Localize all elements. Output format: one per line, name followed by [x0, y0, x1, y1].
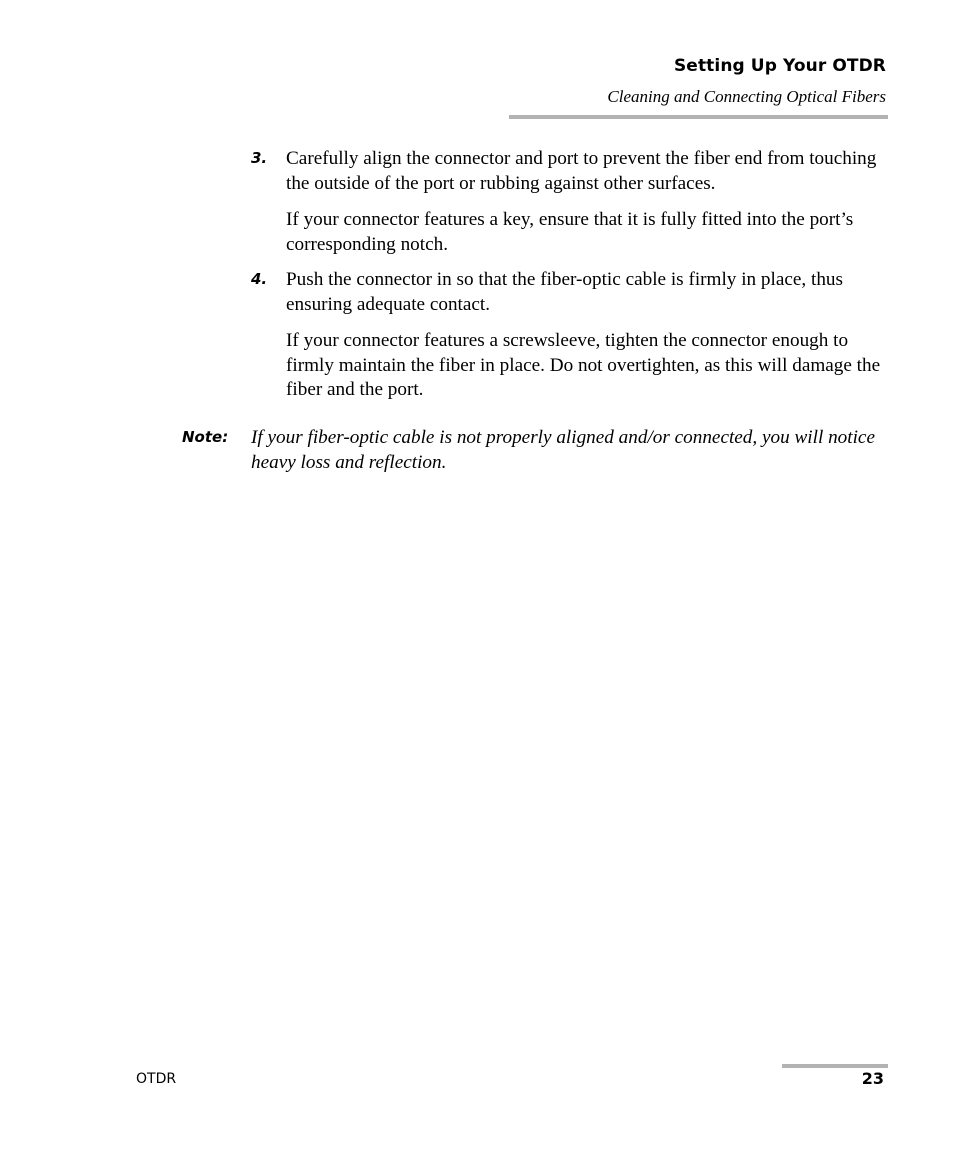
section-title: Cleaning and Connecting Optical Fibers [607, 87, 886, 106]
footer-divider [782, 1064, 888, 1068]
note-text: If your fiber-optic cable is not properly aligned and/or connected, you will notice heavy loss and reflection. [251, 427, 875, 473]
step-paragraph: If your connector features a screwsleeve, tighten the connector enough to firmly maintain the fiber in place. Do not overtighten, as this will damage the fiber and the port. [286, 330, 881, 400]
step-number: 4. [251, 270, 268, 288]
step-paragraph: If your connector features a key, ensure that it is fully fitted into the port’s corresponding notch. [286, 209, 854, 255]
footer-product-name: OTDR [136, 1071, 177, 1087]
page-number: 23 [861, 1069, 884, 1088]
step-number: 3. [251, 149, 268, 167]
header-divider [509, 115, 888, 119]
note-label: Note: [182, 428, 229, 446]
step-paragraph: Push the connector in so that the fiber-optic cable is firmly in place, thus ensuring adequate contact. [286, 269, 843, 315]
chapter-title: Setting Up Your OTDR [673, 56, 886, 76]
step-paragraph: Carefully align the connector and port to prevent the fiber end from touching the outside of the port or rubbing against other surfaces. [286, 148, 877, 194]
